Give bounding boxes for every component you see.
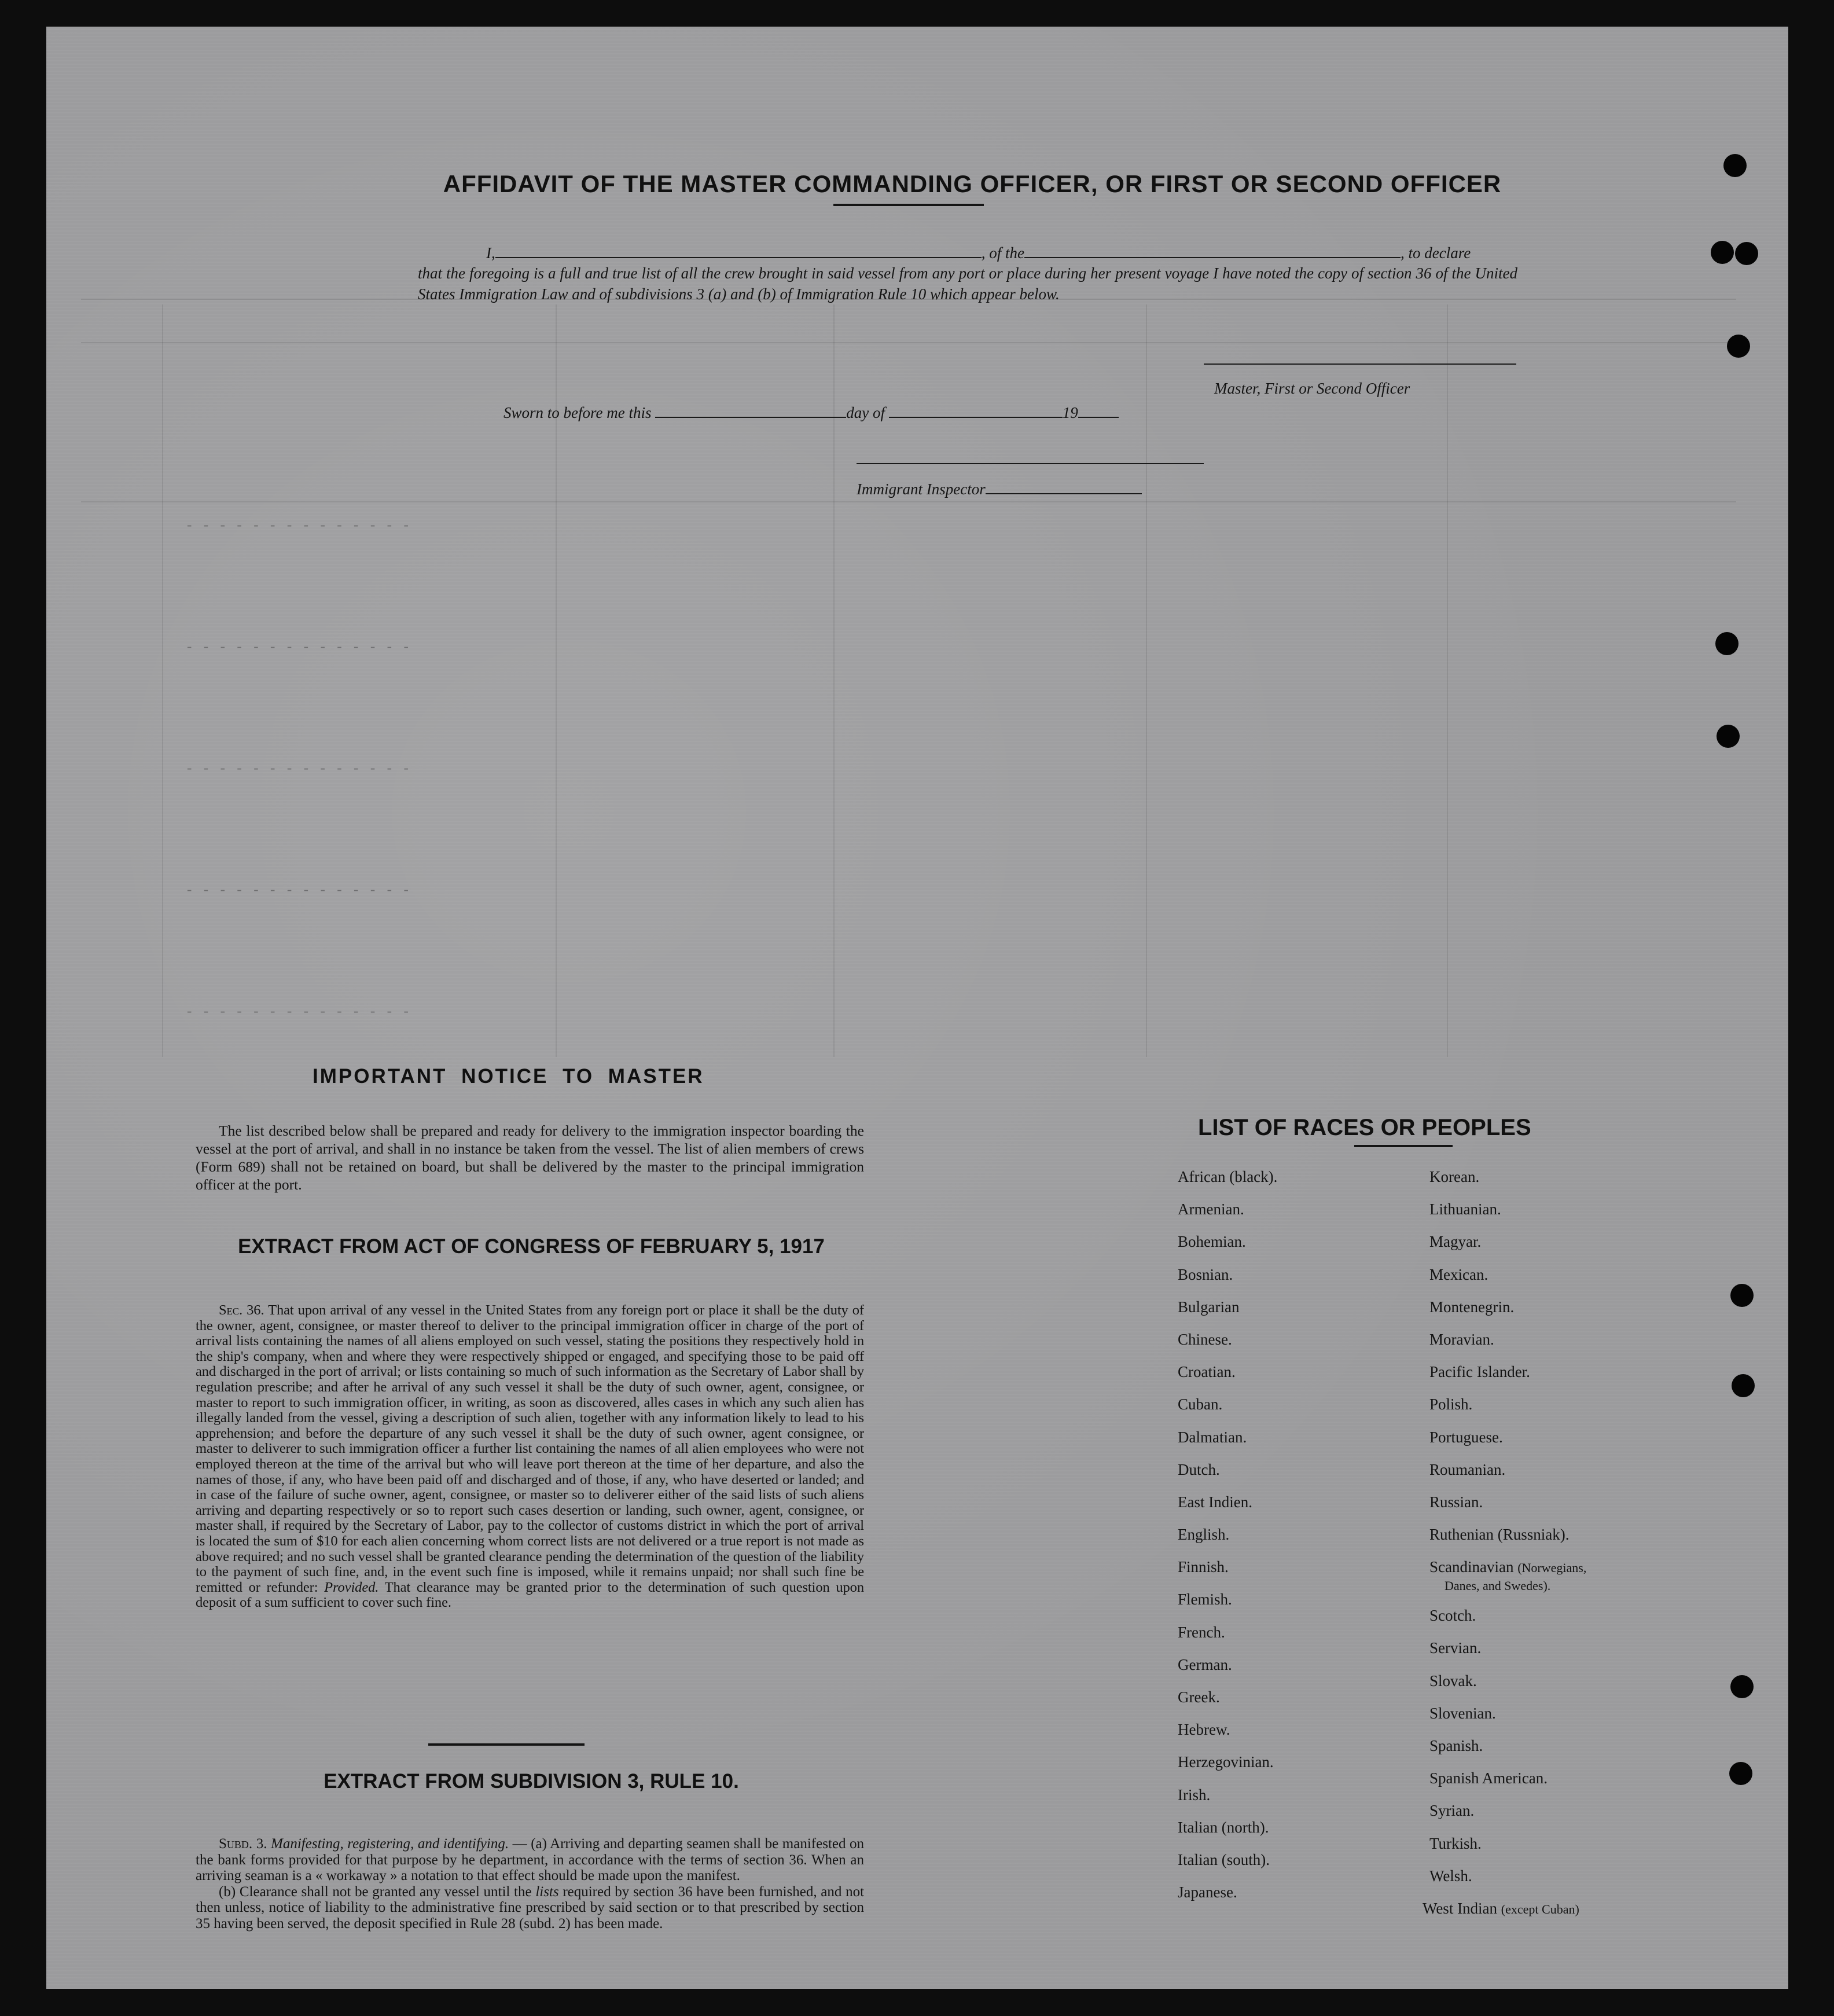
document-page bbox=[46, 27, 1788, 1989]
bleed-through-mark: - - - - - - - - - - - - - - bbox=[185, 640, 410, 656]
punch-hole bbox=[1729, 1762, 1752, 1785]
race-item: German. bbox=[1178, 1655, 1232, 1673]
race-item: Slovenian. bbox=[1429, 1704, 1496, 1722]
race-item: Servian. bbox=[1429, 1639, 1482, 1657]
punch-hole bbox=[1727, 335, 1750, 358]
punch-hole bbox=[1711, 241, 1734, 264]
race-item: Finnish. bbox=[1178, 1558, 1229, 1576]
races-list-left bbox=[1178, 1168, 1277, 1916]
race-item: Italian (north). bbox=[1178, 1818, 1269, 1836]
name-blank[interactable] bbox=[495, 257, 982, 258]
title-divider bbox=[833, 204, 984, 206]
inspector-blank[interactable] bbox=[986, 493, 1142, 494]
race-item: English. bbox=[1178, 1526, 1230, 1544]
bleed-through-mark: - - - - - - - - - - - - - - bbox=[185, 519, 410, 534]
punch-hole bbox=[1717, 725, 1740, 748]
para-b-text: Clearance shall not be granted any vessel until the bbox=[239, 1883, 532, 1900]
vessel-blank[interactable] bbox=[1024, 257, 1401, 258]
race-item: Ruthenian (Russniak). bbox=[1429, 1526, 1570, 1544]
scandinavian-note-cont: Danes, and Swedes). bbox=[1445, 1578, 1551, 1593]
affidavit-title: AFFIDAVIT OF THE MASTER COMMANDING OFFICER, OR FIRST OR SECOND OFFICER bbox=[443, 170, 1502, 197]
sworn-month-blank[interactable] bbox=[889, 417, 1063, 418]
punch-hole bbox=[1715, 632, 1739, 655]
bleed-through-rule bbox=[81, 342, 1736, 343]
subd-label: Subd. 3. bbox=[219, 1836, 267, 1852]
race-item: Irish. bbox=[1178, 1786, 1211, 1804]
race-item: Bohemian. bbox=[1178, 1233, 1246, 1251]
race-item: Pacific Islander. bbox=[1429, 1363, 1530, 1381]
races-list-right bbox=[1423, 1168, 1587, 1932]
race-item: Slovak. bbox=[1429, 1672, 1477, 1690]
races-heading: LIST OF RACES OR PEOPLES bbox=[1198, 1115, 1531, 1140]
race-item: Russian. bbox=[1429, 1493, 1483, 1511]
race-item: Japanese. bbox=[1178, 1883, 1237, 1901]
scandinavian-note: (Norwegians, bbox=[1517, 1560, 1587, 1576]
lists-word: lists bbox=[535, 1883, 559, 1900]
provided-label: Provided. bbox=[324, 1579, 379, 1595]
bleed-through-mark: - - - - - - - - - - - - - - bbox=[185, 883, 410, 899]
race-item: African (black). bbox=[1178, 1168, 1278, 1185]
affidavit-declaration-line bbox=[486, 244, 1471, 262]
race-item: Chinese. bbox=[1178, 1330, 1232, 1348]
inspector-field bbox=[857, 480, 1142, 498]
races-divider bbox=[1354, 1145, 1453, 1147]
race-item: Turkish. bbox=[1429, 1834, 1482, 1852]
section-divider bbox=[428, 1743, 585, 1746]
section-36-body: That upon arrival of any vessel in the United States from any foreign port or place it shall be the duty of the owner, agent, consignee, or master thereof to deliver to the principal immigration officer in charge of the port of arrival lists containing the names of all aliens employed on such vessel, stating the positions they respectively hold in the ship's company, when and where they were respectively shipped or engaged, and specifying those to be paid off and discharged in the port of arrival; or lists containing so much of such information as the Secretary of Labor shall by regulation prescribe; and after he arrival of any such vessel it shall be the duty of such owner, agent, consignee, or master to report to such immigration officer, in writing, as soon as discovered, alles cases in which any such alien has illegally landed from the vessel, giving a description of such alien, together with any information likely to lead to his apprehension; and before the departure of any such vessel it shall be the duty of such owner, agent consignee, or master to deliverer to such immigration officer a further list containing the names of all alien employees who were not employed thereon at the time of the arrival but who will leave port thereon at the time of her departure, and also the names of those, if any, who have been paid off and discharged and of those, if any, who have deserted or landed; and in case of the failure of suche owner, agent, consignee, or master so to deliverer either of the said lists of such aliens arriving and departing respectively or so to report such cases desertion or landing, such owner, agent, consignee, or master shall, if required by the Secretary of Labor, pay to the collector of customs district in which the port of arrival is located the sum of $10 for each alien concerning whom correct lists are not delivered or a true report is not made as above required; and no such vessel shall be granted clearance pending the determination of the question of the liability to the payment of such fine, and, in the event such fine is imposed, while it remains unpaid; nor shall such fine be remitted or refunder: bbox=[196, 1302, 864, 1595]
west-indian-note: (except Cuban) bbox=[1501, 1901, 1579, 1916]
race-item: Magyar. bbox=[1429, 1233, 1482, 1251]
punch-hole bbox=[1730, 1675, 1754, 1698]
para-a-text: Arriving and departing seamen shall be manifested on the bank forms provided for that purpose by he department, in accordance with the terms of section 36. When an arriving seaman is a « workaway » a notation to that effect should be made upon the manifest. bbox=[196, 1836, 865, 1883]
section-label: Sec. 36. bbox=[219, 1302, 264, 1318]
bleed-through-column bbox=[1447, 304, 1448, 1057]
race-item: Dalmatian. bbox=[1178, 1428, 1247, 1446]
race-item: Greek. bbox=[1178, 1688, 1220, 1706]
race-item-west-indian bbox=[1423, 1900, 1586, 1932]
scandinavian-label: Scandinavian bbox=[1429, 1558, 1514, 1576]
race-item: Moravian. bbox=[1429, 1330, 1494, 1348]
west-indian-label: West Indian bbox=[1423, 1899, 1498, 1917]
para-a-marker: — (a) bbox=[512, 1836, 547, 1852]
punch-hole bbox=[1730, 1284, 1754, 1307]
race-item: Dutch. bbox=[1178, 1460, 1220, 1478]
inspector-line[interactable] bbox=[857, 463, 1204, 464]
bleed-through-rule bbox=[81, 501, 1736, 502]
race-item: Bosnian. bbox=[1178, 1265, 1233, 1283]
paragraph-a bbox=[196, 1836, 864, 1884]
rule-extract-heading: EXTRACT FROM SUBDIVISION 3, RULE 10. bbox=[324, 1770, 739, 1793]
bleed-through-column bbox=[1146, 304, 1147, 1057]
affidavit-i-label: I, bbox=[486, 244, 495, 262]
section-36-proviso: That clearance may be granted prior to the determination of such question upon deposit of a sum sufficient to cover such fine. bbox=[196, 1579, 864, 1611]
year-prefix: 19 bbox=[1062, 404, 1078, 421]
of-the-label: , of the bbox=[981, 244, 1024, 262]
para-b-text-rest: required by section 36 have been furnished, and not then unless, notice of liability to the administrative fine prescribed by said section or to that prescribed by section 35 having been served, the deposit specified in Rule 28 (subd. 2) has been made. bbox=[196, 1883, 865, 1931]
rule-extract-text bbox=[196, 1836, 864, 1931]
race-item: Cuban. bbox=[1178, 1396, 1223, 1413]
race-item: Croatian. bbox=[1178, 1363, 1236, 1381]
race-item: Welsh. bbox=[1429, 1867, 1472, 1885]
day-of-label: day of bbox=[846, 404, 885, 421]
race-item: Herzegovinian. bbox=[1178, 1753, 1274, 1771]
punch-hole bbox=[1723, 154, 1747, 177]
punch-hole bbox=[1735, 242, 1758, 265]
bleed-through-column bbox=[162, 304, 163, 1057]
sworn-date-blank[interactable] bbox=[655, 417, 846, 418]
race-item: Portuguese. bbox=[1429, 1428, 1503, 1446]
inspector-label: Immigrant Inspector bbox=[857, 480, 986, 498]
race-item: Roumanian. bbox=[1429, 1460, 1506, 1478]
bleed-through-mark: - - - - - - - - - - - - - - bbox=[185, 762, 410, 777]
race-item: Flemish. bbox=[1178, 1591, 1232, 1609]
race-item: Mexican. bbox=[1429, 1265, 1488, 1283]
bleed-through-mark: - - - - - - - - - - - - - - bbox=[185, 1005, 410, 1020]
sworn-year-blank[interactable] bbox=[1078, 417, 1119, 418]
race-item: Lithuanian. bbox=[1429, 1200, 1501, 1218]
race-item: French. bbox=[1178, 1623, 1225, 1641]
race-item: Armenian. bbox=[1178, 1200, 1244, 1218]
notice-heading: IMPORTANT NOTICE TO MASTER bbox=[313, 1065, 704, 1088]
race-item: Korean. bbox=[1429, 1168, 1480, 1185]
race-item-scandinavian bbox=[1429, 1558, 1586, 1607]
signature-line[interactable] bbox=[1204, 363, 1516, 365]
race-item: Polish. bbox=[1429, 1396, 1473, 1413]
affidavit-body: that the foregoing is a full and true list of all the crew brought in said vessel from any port or place during her present voyage I have noted the copy of section 36 of the United States Immigration Law and of subdivisions 3 (a) and (b) of Immigration Rule 10 which appear below. bbox=[418, 265, 1517, 303]
para-b-marker: (b) bbox=[219, 1883, 236, 1900]
paragraph-b bbox=[196, 1884, 864, 1932]
race-item: Spanish. bbox=[1429, 1737, 1483, 1754]
race-item: Bulgarian bbox=[1178, 1298, 1240, 1316]
race-item: Montenegrin. bbox=[1429, 1298, 1515, 1316]
notice-text: The list described below shall be prepared and ready for delivery to the immigration inspector boarding the vessel at the port of arrival, and shall in no instance be taken from the vessel. The list of alien members of crews (Form 689) shall not be retained on board, but shall be delivered by the master to the principal immigration officer at the port. bbox=[196, 1122, 864, 1193]
race-item: Syrian. bbox=[1429, 1802, 1475, 1820]
race-item: East Indien. bbox=[1178, 1493, 1252, 1511]
race-item: Hebrew. bbox=[1178, 1721, 1230, 1739]
to-declare-label: , to declare bbox=[1401, 244, 1471, 262]
sworn-line bbox=[503, 404, 1119, 422]
sworn-label: Sworn to before me this bbox=[503, 404, 652, 421]
act-extract-heading: EXTRACT FROM ACT OF CONGRESS OF FEBRUARY 5, 1917 bbox=[238, 1235, 825, 1258]
race-item: Spanish American. bbox=[1429, 1769, 1548, 1787]
section-36-text bbox=[196, 1303, 864, 1611]
punch-hole bbox=[1732, 1374, 1755, 1397]
race-item: Scotch. bbox=[1429, 1607, 1476, 1625]
race-item: Italian (south). bbox=[1178, 1850, 1270, 1868]
subd-title: Manifesting, registering, and identifying. bbox=[271, 1836, 509, 1852]
signature-label: Master, First or Second Officer bbox=[1214, 380, 1410, 397]
